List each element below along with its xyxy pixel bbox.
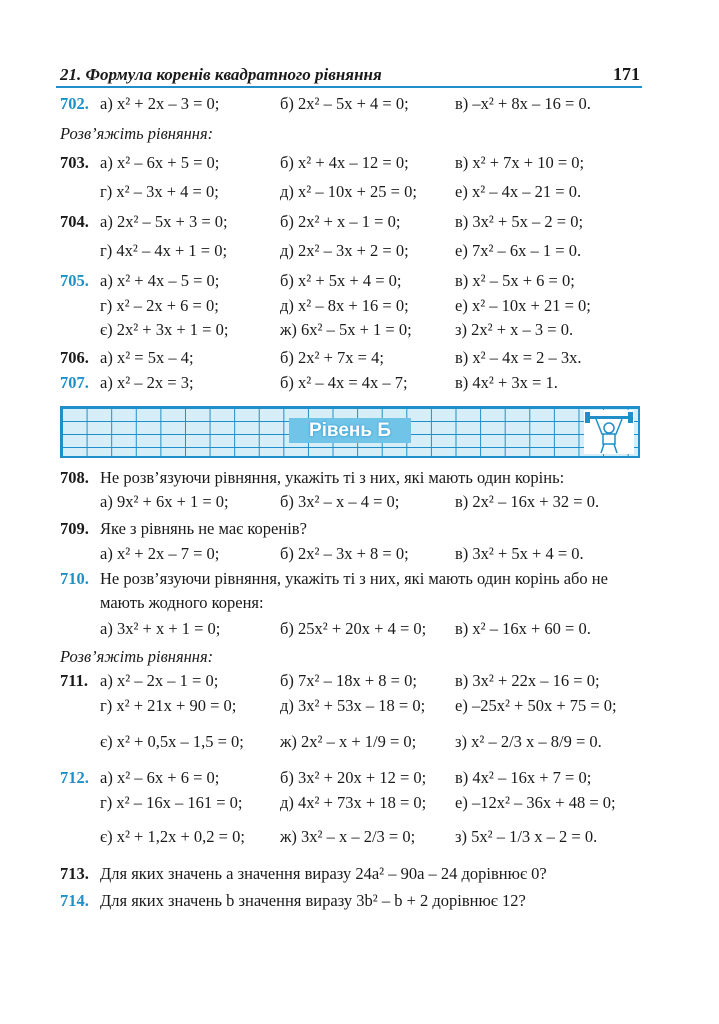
equation: а) x² + 2x – 7 = 0; (100, 544, 220, 563)
equation: е) x² – 4x – 21 = 0. (455, 182, 582, 201)
equation: в) 4x² + 3x = 1. (455, 373, 558, 392)
equation: є) 2x² + 3x + 1 = 0; (100, 320, 229, 339)
equation: в) 3x² + 5x – 2 = 0; (455, 212, 584, 231)
problem-number: 708. (60, 468, 89, 487)
equation: ж) 2x² – x + 1/9 = 0; (280, 732, 417, 751)
instruction: Розв’яжіть рівняння: (60, 124, 214, 143)
equation: а) x² + 2x – 3 = 0; (100, 94, 220, 113)
problem-number: 709. (60, 519, 89, 538)
problem-number: 706. (60, 348, 89, 367)
problem-number: 705. (60, 271, 89, 290)
equation: а) x² – 6x + 5 = 0; (100, 153, 220, 172)
equation: б) x² + 5x + 4 = 0; (280, 271, 402, 290)
problem-number: 714. (60, 891, 89, 910)
equation: а) x² – 2x – 1 = 0; (100, 671, 219, 690)
equation: ж) 3x² – x – 2/3 = 0; (280, 827, 416, 846)
page-number: 171 (613, 64, 640, 84)
equation: є) x² + 0,5x – 1,5 = 0; (100, 732, 244, 751)
equation: з) x² – 2/3 x – 8/9 = 0. (455, 732, 602, 751)
equation: б) 7x² – 18x + 8 = 0; (280, 671, 417, 690)
equation: б) 3x² – x – 4 = 0; (280, 492, 400, 511)
equation: а) 9x² + 6x + 1 = 0; (100, 492, 229, 511)
equation: б) 25x² + 20x + 4 = 0; (280, 619, 427, 638)
equation: д) 3x² + 53x – 18 = 0; (280, 696, 426, 715)
equation: в) –x² + 8x – 16 = 0. (455, 94, 591, 113)
equation: б) x² + 4x – 12 = 0; (280, 153, 409, 172)
equation: в) 2x² – 16x + 32 = 0. (455, 492, 600, 511)
equation: а) x² – 2x = 3; (100, 373, 194, 392)
problem-number: 704. (60, 212, 89, 231)
equation: г) x² – 16x – 161 = 0; (100, 793, 243, 812)
problem-number: 710. (60, 569, 89, 588)
equation: г) 4x² – 4x + 1 = 0; (100, 241, 228, 260)
equation: б) 2x² – 3x + 8 = 0; (280, 544, 409, 563)
page-header (56, 64, 642, 88)
problem-number: 707. (60, 373, 89, 392)
problem-number: 702. (60, 94, 89, 113)
equation: в) x² – 4x = 2 – 3x. (455, 348, 582, 367)
equation: в) x² + 7x + 10 = 0; (455, 153, 585, 172)
equation: б) 2x² + 7x = 4; (280, 348, 384, 367)
problem-text: Для яких значень b значення виразу 3b² – b + 2 дорівнює 12? (100, 891, 526, 910)
equation: г) x² – 2x + 6 = 0; (100, 296, 219, 315)
equation: в) x² – 5x + 6 = 0; (455, 271, 575, 290)
equation: д) x² – 10x + 25 = 0; (280, 182, 417, 201)
equation: є) x² + 1,2x + 0,2 = 0; (100, 827, 245, 846)
problem-text: мають жодного кореня: (100, 593, 264, 612)
equation: з) 5x² – 1/3 x – 2 = 0. (455, 827, 598, 846)
equation: д) x² – 8x + 16 = 0; (280, 296, 409, 315)
equation: г) x² + 21x + 90 = 0; (100, 696, 237, 715)
level-title: Рівень Б (289, 418, 411, 443)
equation: в) 4x² – 16x + 7 = 0; (455, 768, 592, 787)
level-banner (60, 406, 640, 458)
problem-number: 703. (60, 153, 89, 172)
equation: е) 7x² – 6x – 1 = 0. (455, 241, 582, 260)
problem-text: Не розв’язуючи рівняння, укажіть ті з них, які мають один корінь: (100, 468, 565, 487)
equation: ж) 6x² – 5x + 1 = 0; (280, 320, 412, 339)
problem-number: 711. (60, 671, 88, 690)
equation: а) x² + 4x – 5 = 0; (100, 271, 220, 290)
equation: д) 4x² + 73x + 18 = 0; (280, 793, 427, 812)
problem-text: Для яких значень a значення виразу 24a² – 90a – 24 дорівнює 0? (100, 864, 547, 883)
equation: а) 3x² + x + 1 = 0; (100, 619, 221, 638)
section-title: 21. Формула коренів квадратного рівняння (60, 65, 382, 84)
equation: а) 2x² – 5x + 3 = 0; (100, 212, 228, 231)
equation: д) 2x² – 3x + 2 = 0; (280, 241, 409, 260)
equation: а) x² – 6x + 6 = 0; (100, 768, 220, 787)
equation: а) x² = 5x – 4; (100, 348, 194, 367)
equation: б) 3x² + 20x + 12 = 0; (280, 768, 427, 787)
equation: г) x² – 3x + 4 = 0; (100, 182, 219, 201)
problem-number: 712. (60, 768, 89, 787)
equation: е) –12x² – 36x + 48 = 0; (455, 793, 616, 812)
weightlifter-icon (584, 410, 634, 454)
problem-text: Яке з рівнянь не має коренів? (100, 519, 307, 538)
equation: б) 2x² + x – 1 = 0; (280, 212, 401, 231)
equation: е) –25x² + 50x + 75 = 0; (455, 696, 617, 715)
equation: в) 3x² + 22x – 16 = 0; (455, 671, 600, 690)
equation: в) x² – 16x + 60 = 0. (455, 619, 591, 638)
instruction: Розв’яжіть рівняння: (60, 647, 214, 666)
equation: в) 3x² + 5x + 4 = 0. (455, 544, 584, 563)
equation: б) x² – 4x = 4x – 7; (280, 373, 408, 392)
equation: з) 2x² + x – 3 = 0. (455, 320, 574, 339)
equation: е) x² – 10x + 21 = 0; (455, 296, 591, 315)
problem-text: Не розв’язуючи рівняння, укажіть ті з них, які мають один корінь або не (100, 569, 608, 588)
equation: б) 2x² – 5x + 4 = 0; (280, 94, 409, 113)
problem-number: 713. (60, 864, 89, 883)
